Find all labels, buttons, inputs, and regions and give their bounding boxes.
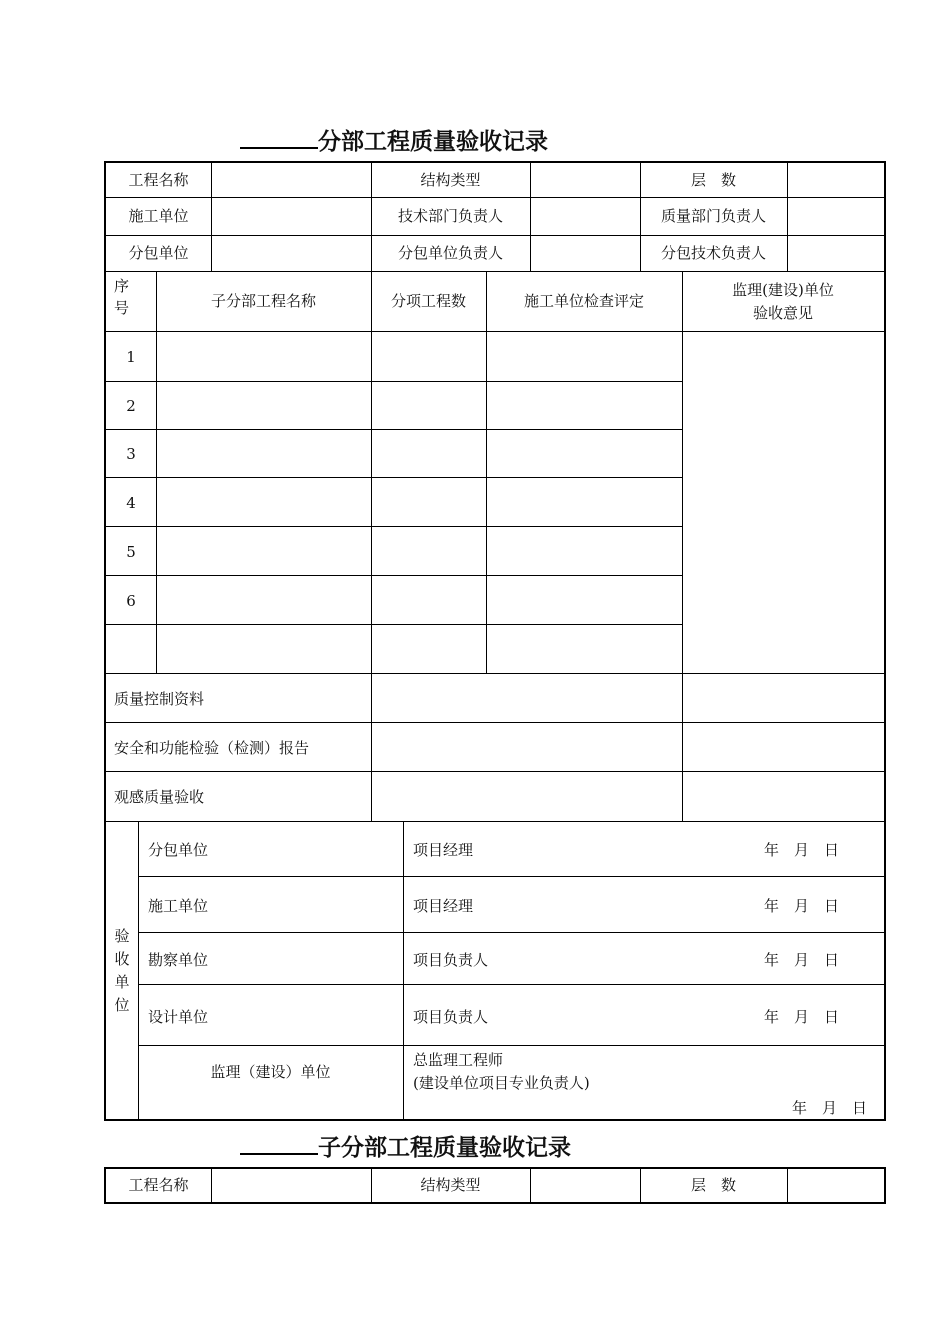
acceptance-role-label: 项目负责人 [413, 1008, 489, 1026]
date-field: 年 月 日 [764, 1008, 840, 1026]
grid-line [106, 673, 884, 674]
grid-line [106, 235, 884, 236]
grid-line [106, 821, 884, 822]
project-name-label: 工程名称 [128, 171, 189, 189]
grid-line [106, 429, 682, 430]
owner-rep-label: (建设单位项目专业负责人) [413, 1074, 590, 1092]
grid-line [106, 624, 682, 625]
grid-line [106, 526, 682, 527]
grid-line [486, 271, 487, 673]
grid-line [106, 477, 682, 478]
subcontractor-head-label: 分包单位负责人 [397, 244, 503, 262]
safety-function-report-label: 安全和功能检验（检测）报告 [114, 739, 310, 757]
floors-label: 层 数 [690, 1176, 736, 1194]
row-number: 3 [126, 445, 136, 463]
grid-line [138, 932, 884, 933]
grid-line [106, 271, 884, 272]
sub-division-record-table [104, 1167, 886, 1204]
date-field: 年 月 日 [792, 1099, 868, 1117]
grid-line [530, 1169, 531, 1202]
quality-control-docs-label: 质量控制资料 [114, 690, 205, 708]
supervision-opinion-header: 监理(建设)单位 验收意见 [732, 281, 834, 322]
structure-type-label: 结构类型 [420, 171, 481, 189]
sub-division-name-header: 子分部工程名称 [210, 292, 316, 310]
grid-line [787, 1169, 788, 1202]
acceptance-role-label: 项目经理 [413, 841, 474, 859]
row-number: 2 [126, 397, 136, 415]
grid-line [211, 163, 212, 271]
grid-line [106, 771, 884, 772]
form-title: 子分部工程质量验收记录 [240, 1129, 571, 1162]
title-blank-line[interactable] [240, 127, 318, 149]
row-number: 6 [126, 592, 136, 610]
form-title: 分部工程质量验收记录 [240, 123, 548, 156]
floors-label: 层 数 [690, 171, 736, 189]
acceptance-unit-label: 施工单位 [148, 897, 209, 915]
acceptance-unit-label: 设计单位 [148, 1008, 209, 1026]
grid-line [156, 271, 157, 673]
grid-line [371, 271, 372, 821]
row-number: 1 [126, 348, 136, 366]
structure-type-label: 结构类型 [420, 1176, 481, 1194]
appearance-acceptance-label: 观感质量验收 [114, 788, 205, 806]
acceptance-record-table [104, 161, 886, 1121]
date-field: 年 月 日 [764, 951, 840, 969]
item-count-header: 分项工程数 [390, 292, 466, 310]
acceptance-role-label: 项目负责人 [413, 951, 489, 969]
subcontract-tech-head-label: 分包技术负责人 [660, 244, 766, 262]
acceptance-unit-label: 勘察单位 [148, 951, 209, 969]
supervision-unit-label: 监理（建设）单位 [210, 1063, 331, 1081]
row-number: 5 [126, 543, 136, 561]
row-number: 4 [126, 494, 136, 512]
grid-line [106, 381, 682, 382]
grid-line [138, 984, 884, 985]
grid-line [106, 331, 884, 332]
grid-line [682, 271, 683, 821]
date-field: 年 月 日 [764, 897, 840, 915]
quality-dept-head-label: 质量部门负责人 [660, 207, 766, 225]
date-field: 年 月 日 [764, 841, 840, 859]
grid-line [138, 876, 884, 877]
acceptance-units-label: 验 收 单 位 [114, 927, 130, 1014]
acceptance-unit-label: 分包单位 [148, 841, 209, 859]
title-blank-line[interactable] [240, 1133, 318, 1155]
grid-line [106, 575, 682, 576]
grid-line [530, 163, 531, 271]
acceptance-role-label: 项目经理 [413, 897, 474, 915]
chief-supervisor-label: 总监理工程师 [413, 1051, 504, 1069]
seq-column-header: 序 号 [114, 277, 130, 317]
grid-line [106, 722, 884, 723]
contractor-check-header: 施工单位检查评定 [523, 292, 644, 310]
contractor-label: 施工单位 [128, 207, 189, 225]
project-name-label: 工程名称 [128, 1176, 189, 1194]
grid-line [211, 1169, 212, 1202]
grid-line [787, 163, 788, 271]
grid-line [403, 821, 404, 1119]
grid-line [138, 1045, 884, 1046]
grid-line [106, 197, 884, 198]
subcontractor-label: 分包单位 [128, 244, 189, 262]
tech-dept-head-label: 技术部门负责人 [397, 207, 503, 225]
